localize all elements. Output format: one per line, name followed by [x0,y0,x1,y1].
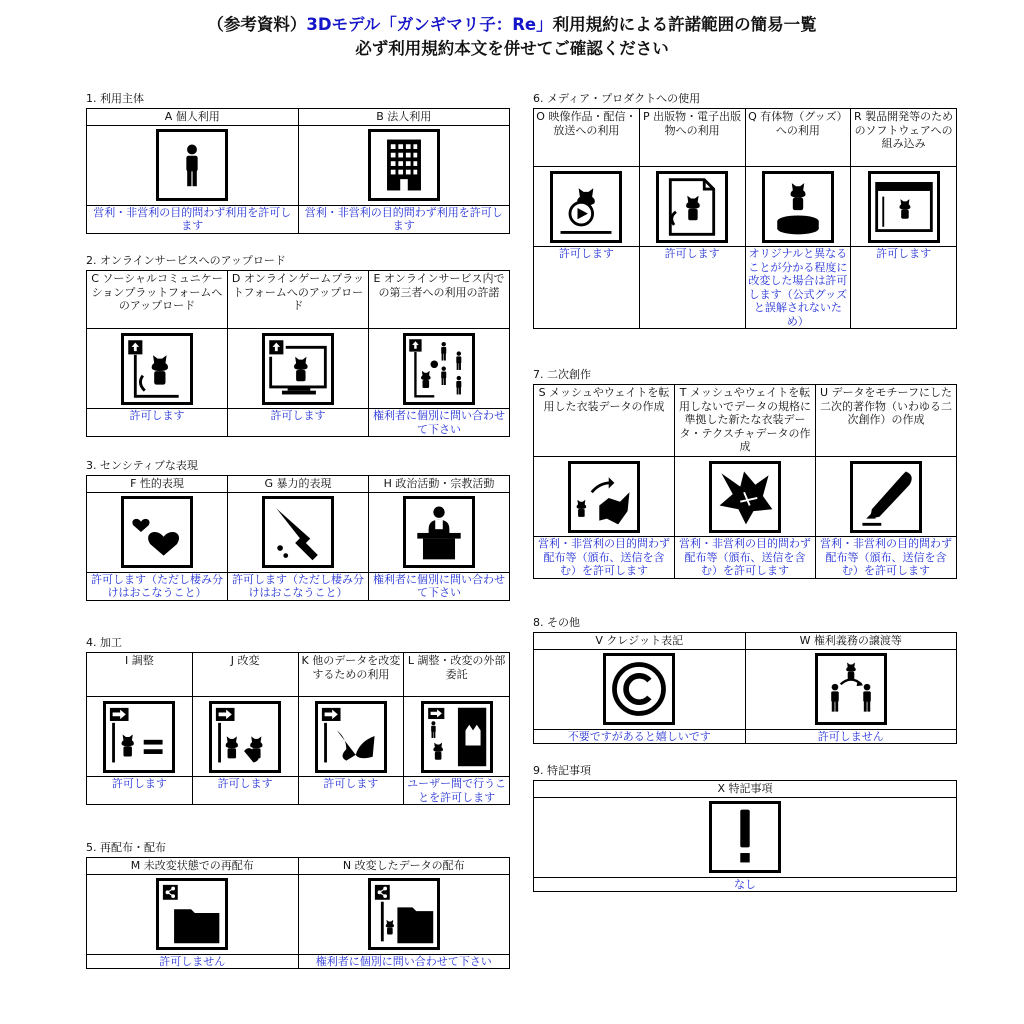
item-icon-cell [87,874,299,954]
permission-table [86,108,510,234]
item-icon-cell [816,457,957,537]
section-other [533,616,957,744]
item-label: Q 有体物（グッズ）への利用 [745,109,851,167]
reuse-data-icon [315,701,387,773]
section-title: 1. 利用主体 [86,92,144,105]
permission-table [533,632,957,744]
podium-icon [403,496,475,568]
item-icon-cell [228,329,369,409]
item-label: G 暴力的表現 [228,476,369,493]
item-icon-cell [675,457,816,537]
share-folder-icon [156,878,228,950]
permission-table [533,384,957,579]
item-icon-cell [851,167,957,247]
section-title: 4. 加工 [86,636,122,649]
item-permission: 営利・非営利の目的問わず利用を許可します [87,205,299,233]
section-online-upload [86,254,510,437]
item-permission: 許可します（ただし棲み分けはおこなうこと） [87,572,228,600]
page-subtitle: 必ず利用規約本文を併せてご確認ください [355,39,669,58]
item-label: J 改変 [192,653,298,697]
permission-table [533,780,957,892]
item-permission: 許可します [87,777,193,805]
item-label: A 個人利用 [87,109,299,126]
pen-nib-icon [850,461,922,533]
copyright-icon [603,653,675,725]
item-permission: 許可します [639,247,745,329]
item-permission: 許可します [534,247,640,329]
item-icon-cell [534,797,957,877]
permission-table [86,857,510,969]
page-title [0,14,1024,36]
item-permission: 不要ですがあると嬉しいです [534,729,746,744]
building-icon [368,129,440,201]
item-icon-cell [404,697,510,777]
share-modified-icon [368,878,440,950]
publication-icon [656,171,728,243]
item-icon-cell [87,329,228,409]
section-redistribution [86,841,510,969]
item-label: M 未改変状態での再配布 [87,858,299,875]
item-label: S メッシュやウェイトを転用した衣装データの作成 [534,385,675,457]
item-permission: 営利・非営利の目的問わず配布等（頒布、送信を含む）を許可します [534,537,675,579]
item-permission: 営利・非営利の目的問わず配布等（頒布、送信を含む）を許可します [816,537,957,579]
item-permission: 権利者に個別に問い合わせて下さい [369,572,510,600]
item-icon-cell [639,167,745,247]
section-title: 7. 二次創作 [533,368,591,381]
item-icon-cell [87,697,193,777]
title-suffix: 利用規約による許諾範囲の簡易一覧 [552,15,817,34]
upload-avatar-icon [121,333,193,405]
section-media-products [533,92,957,329]
item-label: H 政治活動・宗教活動 [369,476,510,493]
item-permission: 許可します [851,247,957,329]
item-icon-cell [745,167,851,247]
item-label: B 法人利用 [298,109,510,126]
section-processing [86,636,510,805]
item-label: T メッシュやウェイトを転用しないでデータの規格に準拠した新たな衣装データ・テクスチャデータの作成 [675,385,816,457]
section-usage-subject [86,92,510,234]
item-icon-cell [298,697,404,777]
item-permission: 許可します [192,777,298,805]
outsource-icon [421,701,493,773]
item-permission: なし [534,877,957,892]
item-permission: 権利者に個別に問い合わせて下さい [369,409,510,437]
item-icon-cell [534,457,675,537]
item-permission: オリジナルと異なることが分かる程度に改変した場合は許可します（公式グッズと誤解されないため） [745,247,851,329]
section-special-notes [533,764,957,892]
section-title: 3. センシティブな表現 [86,459,198,472]
item-permission: 許可します [298,777,404,805]
item-label: I 調整 [87,653,193,697]
figure-icon [762,171,834,243]
item-icon-cell [87,492,228,572]
item-permission: 許可します [87,409,228,437]
section-sensitive-expression [86,459,510,601]
costume-icon [709,461,781,533]
exclamation-icon [709,801,781,873]
title-model-name: 3Dモデル「ガンギマリ子：Re」 [306,15,553,34]
modify-icon [209,701,281,773]
knife-icon [262,496,334,568]
item-label: P 出版物・電子出版物への利用 [639,109,745,167]
item-permission: 許可しません [87,954,299,969]
hearts-icon [121,496,193,568]
item-icon-cell [192,697,298,777]
item-permission: ユーザー間で行うことを許可します [404,777,510,805]
adjust-icon [103,701,175,773]
software-window-icon [868,171,940,243]
item-label: X 特記事項 [534,781,957,798]
item-icon-cell [745,649,957,729]
upload-monitor-icon [262,333,334,405]
item-icon-cell [369,492,510,572]
share-users-icon [403,333,475,405]
item-icon-cell [534,649,746,729]
item-label: V クレジット表記 [534,633,746,650]
item-label: D オンラインゲームプラットフォームへのアップロード [228,271,369,329]
item-icon-cell [298,125,510,205]
item-label: K 他のデータを改変するための利用 [298,653,404,697]
item-label: L 調整・改変の外部委託 [404,653,510,697]
item-permission: 権利者に個別に問い合わせて下さい [298,954,510,969]
permission-table [86,475,510,601]
section-title: 2. オンラインサービスへのアップロード [86,254,286,267]
item-label: R 製品開発等のためのソフトウェアへの組み込み [851,109,957,167]
title-prefix: （参考資料） [207,15,307,34]
section-title: 8. その他 [533,616,580,629]
section-title: 5. 再配布・配布 [86,841,166,854]
person-icon [156,129,228,201]
item-label: E オンラインサービス内での第三者への利用の許諾 [369,271,510,329]
item-label: F 性的表現 [87,476,228,493]
video-icon [550,171,622,243]
item-label: W 権利義務の譲渡等 [745,633,957,650]
item-icon-cell [534,167,640,247]
costume-transfer-icon [568,461,640,533]
item-label: U データをモチーフにした二次的著作物（いわゆる二次創作）の作成 [816,385,957,457]
item-icon-cell [298,874,510,954]
item-icon-cell [369,329,510,409]
permission-table [86,652,510,805]
permission-table [86,270,510,437]
item-label: N 改変したデータの配布 [298,858,510,875]
item-permission: 許可します [228,409,369,437]
item-permission: 許可しません [745,729,957,744]
section-title: 9. 特記事項 [533,764,591,777]
item-label: C ソーシャルコミュニケーションプラットフォームへのアップロード [87,271,228,329]
item-permission: 許可します（ただし棲み分けはおこなうこと） [228,572,369,600]
section-title: 6. メディア・プロダクトへの使用 [533,92,701,105]
item-icon-cell [87,125,299,205]
permission-table [533,108,957,329]
item-icon-cell [228,492,369,572]
item-permission: 営利・非営利の目的問わず利用を許可します [298,205,510,233]
item-label: O 映像作品・配信・放送への利用 [534,109,640,167]
item-permission: 営利・非営利の目的問わず配布等（頒布、送信を含む）を許可します [675,537,816,579]
section-derivative-works [533,368,957,579]
transfer-rights-icon [815,653,887,725]
